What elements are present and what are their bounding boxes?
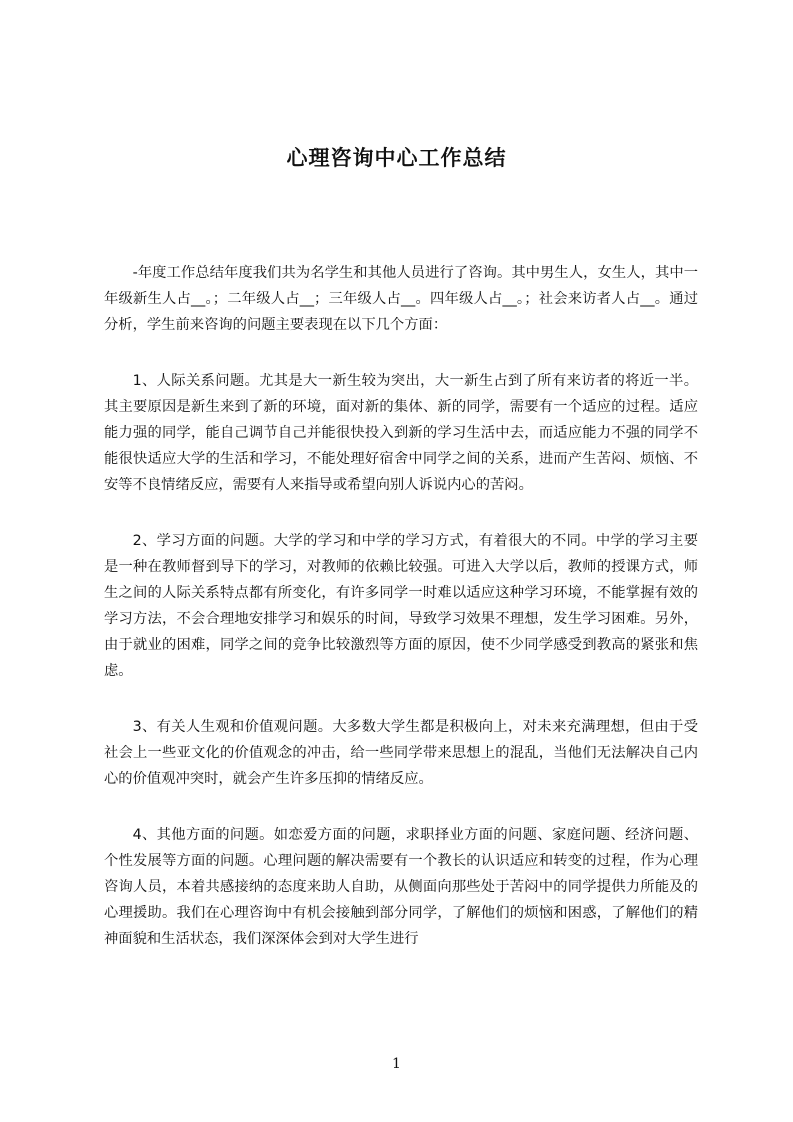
paragraph-other-issues: 4、其他方面的问题。如恋爱方面的问题，求职择业方面的问题、家庭问题、经济问题、个性发展等方面的问题。心理问题的解决需要有一个教长的认识适应和转变的过程，作为心理咨询人员，本着共感接纳的态度来助人自助，从侧面向那些处于苦闷中的同学提供力所能及的心理援助。我们在心理咨询中有机会接触到部分同学，了解他们的烦恼和困惑，了解他们的精神面貌和生活状态，我们深深体会到对大学生进行	[104, 827, 698, 947]
document-body	[104, 260, 698, 982]
paragraph-study-issues: 2、学习方面的问题。大学的学习和中学的学习方式，有着很大的不同。中学的学习主要是一种在教师督到导下的学习，对教师的依赖比较强。可进入大学以后，教师的授课方式，师生之间的人际关系特点都有所变化，有许多同学一时难以适应这种学习环境，不能掌握有效的学习方法，不会合理地安排学习和娱乐的时间，导致学习效果不理想，发生学习困难。另外，由于就业的困难，同学之间的竞争比较激烈等方面的原因，使不少同学感受到教高的紧张和焦虑。	[104, 533, 698, 679]
paragraph-intro: -年度工作总结年度我们共为名学生和其他人员进行了咨询。其中男生人，女生人，其中一年级新生人占__。；二年级人占__；三年级人占__。四年级人占__。；社会来访者人占__。通过分析，学生前来咨询的问题主要表现在以下几个方面：	[104, 265, 698, 333]
paragraph-values-issues: 3、有关人生观和价值观问题。大多数大学生都是积极向上，对未来充满理想，但由于受社会上一些亚文化的价值观念的冲击，给一些同学带来思想上的混乱，当他们无法解决自己内心的价值观冲突时，就会产生许多压抑的情绪反应。	[104, 719, 698, 787]
document-title: 心理咨询中心工作总结	[286, 146, 507, 170]
page-number: 1	[392, 1056, 401, 1072]
paragraph-interpersonal-issues: 1、人际关系问题。尤其是大一新生较为突出，大一新生占到了所有来访者的将近一半。其主要原因是新生来到了新的环境，面对新的集体、新的同学，需要有一个适应的过程。适应能力强的同学，能自己调节自己并能很快投入到新的学习生活中去，而适应能力不强的同学不能很快适应大学的生活和学习，不能处理好宿舍中同学之间的关系，进而产生苦闷、烦恼、不安等不良情绪反应，需要有人来指导或希望向别人诉说内心的苦闷。	[104, 373, 698, 493]
